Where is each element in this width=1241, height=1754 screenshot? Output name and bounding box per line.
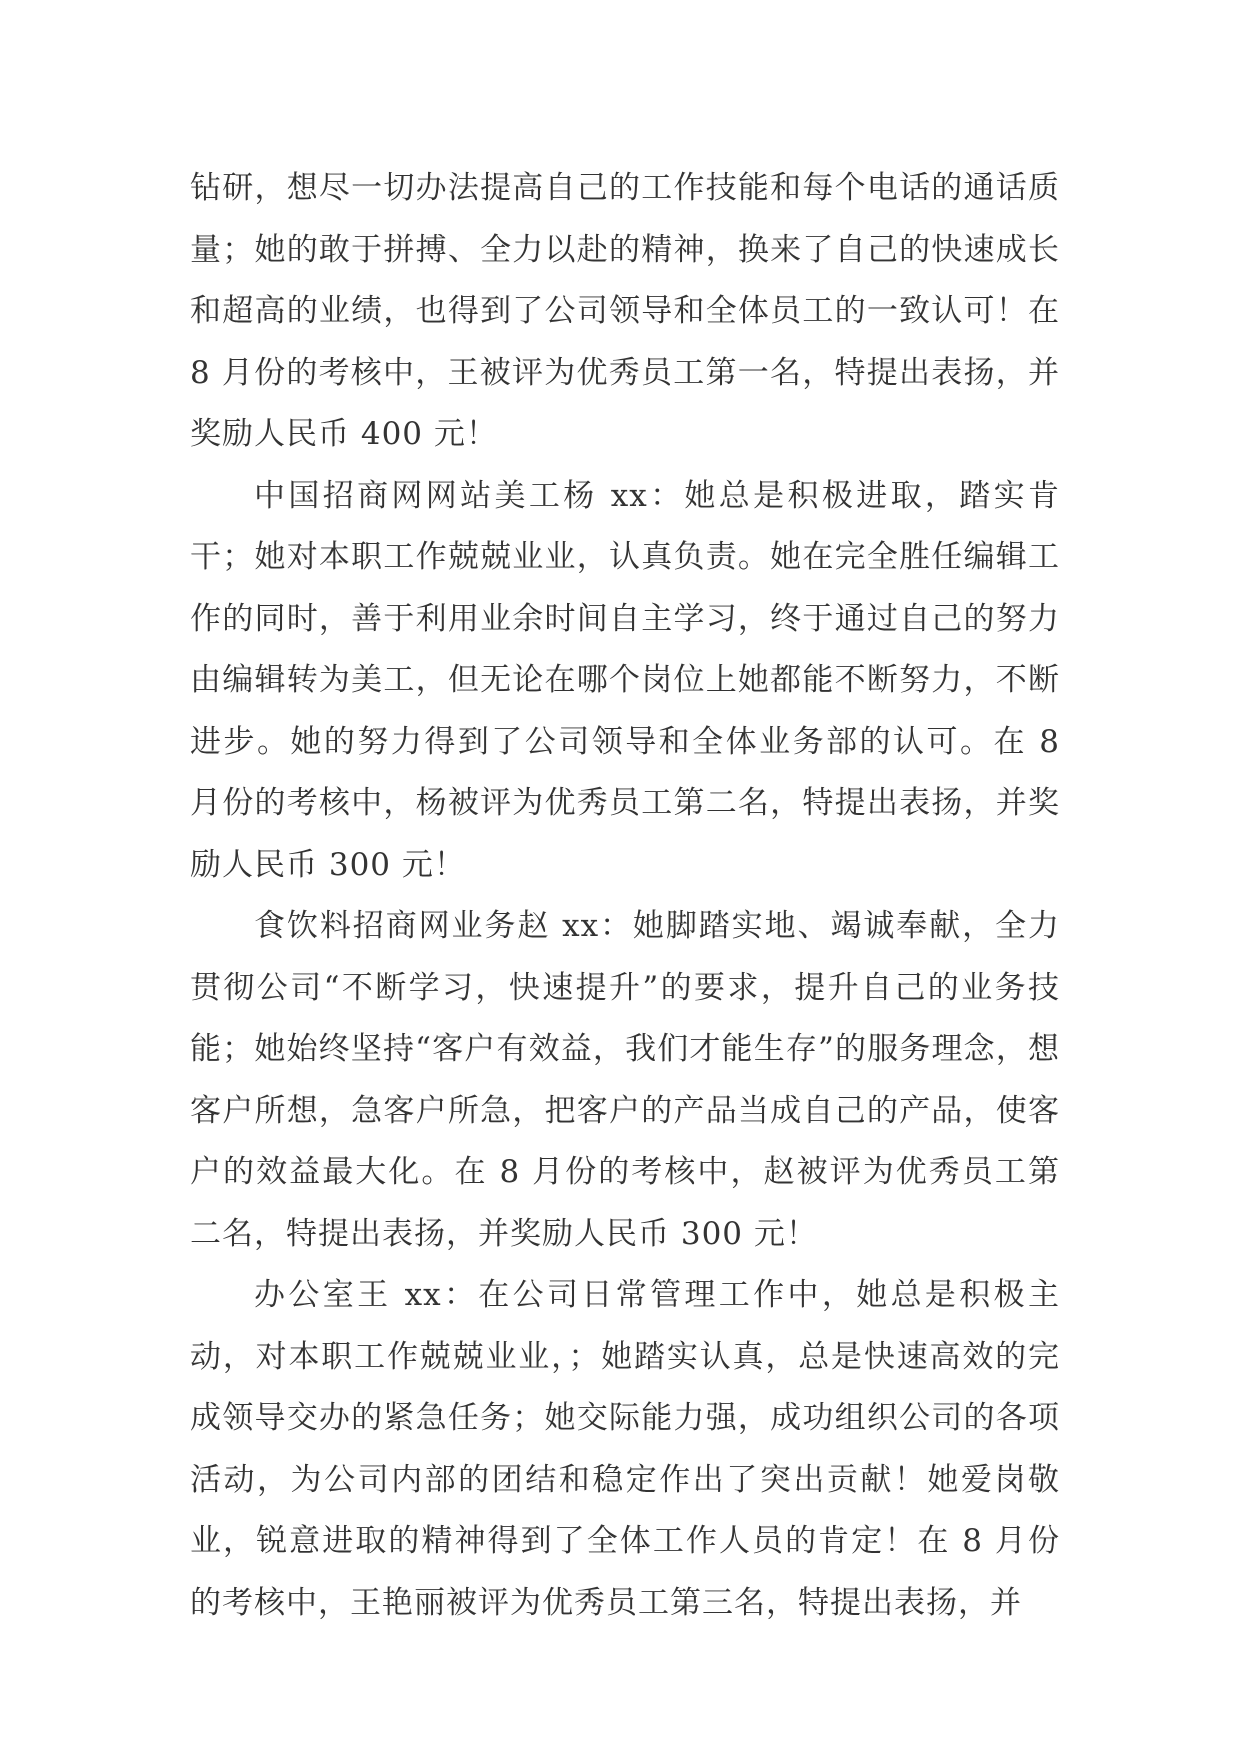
paragraph-award-zhao: 食饮料招商网业务赵 xx：她脚踏实地、竭诚奉献，全力贯彻公司“不断学习，快速提升”的要求，提升自己的业务技能；她始终坚持“客户有效益，我们才能生存”的服务理念，想客户所想，急客户所急，把客户的产品当成自己的产品，使客户的效益最大化。在 8 月份的考核中，赵被评为优秀员工第二名，特提出表扬，并奖励人民币 300 元！ [190,908,1060,1252]
paragraph-award-office-wang: 办公室王 xx：在公司日常管理工作中，她总是积极主动，对本职工作兢兢业业，；她踏实认真，总是快速高效的完成领导交办的紧急任务；她交际能力强，成功组织公司的各项活动，为公司内部的团结和稳定作出了突出贡献！她爱岗敬业，锐意进取的精神得到了全体工作人员的肯定！在 8 月份的考核中，王艳丽被评为优秀员工第三名，特提出表扬，并 [190,1277,1060,1621]
paragraph-award-yang: 中国招商网网站美工杨 xx：她总是积极进取，踏实肯干；她对本职工作兢兢业业，认真负责。她在完全胜任编辑工作的同时，善于利用业余时间自主学习，终于通过自己的努力由编辑转为美工，但无论在哪个岗位上她都能不断努力，不断进步。她的努力得到了公司领导和全体业务部的认可。在 8 月份的考核中，杨被评为优秀员工第二名，特提出表扬，并奖励人民币 300 元！ [190,477,1060,883]
paragraph-award-first: 钻研，想尽一切办法提高自己的工作技能和每个电话的通话质量；她的敢于拼搏、全力以赴的精神，换来了自己的快速成长和超高的业绩，也得到了公司领导和全体员工的一致认可！在 8 月份的考核中，王被评为优秀员工第一名，特提出表扬，并奖励人民币 400 元！ [190,170,1060,452]
document-body [190,158,1060,1634]
